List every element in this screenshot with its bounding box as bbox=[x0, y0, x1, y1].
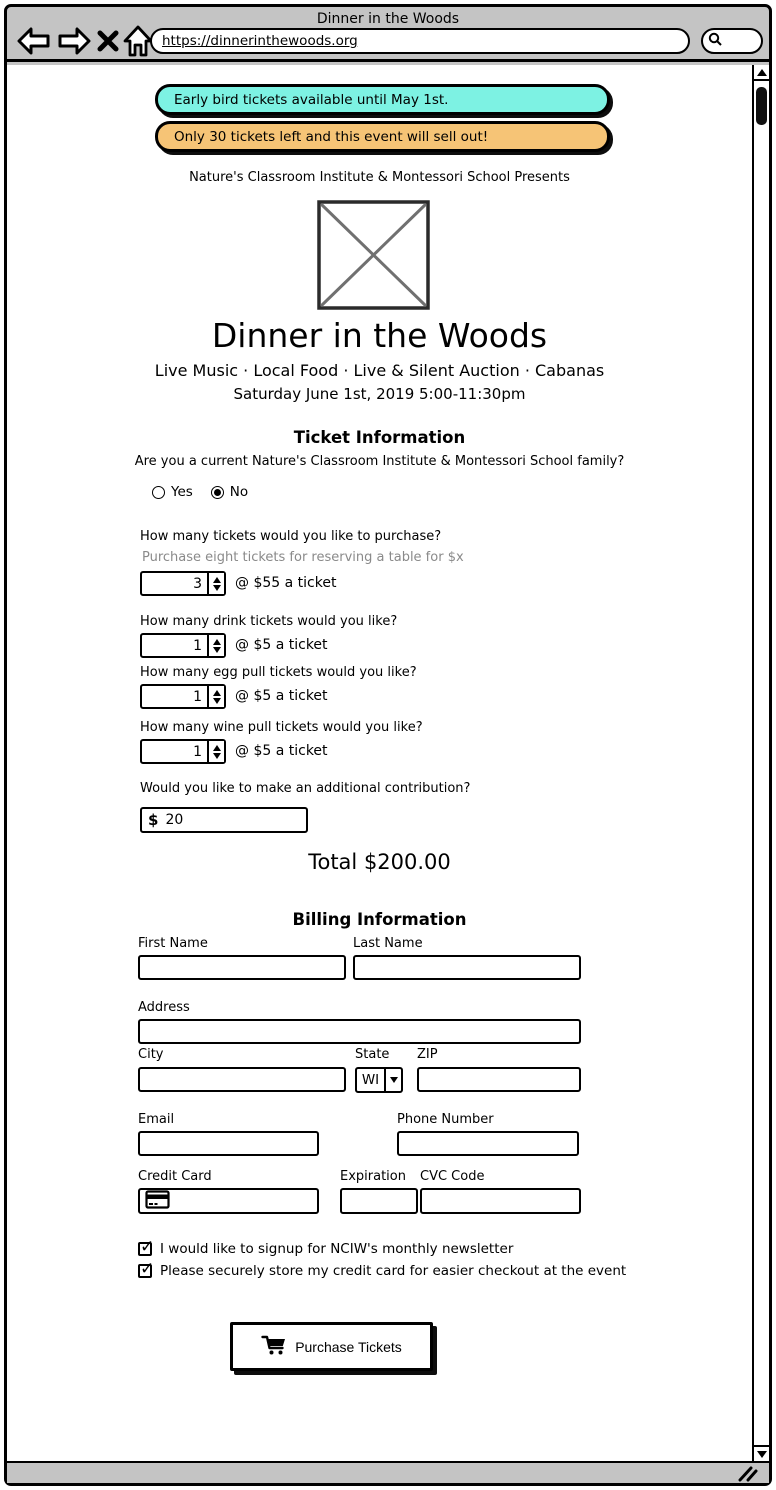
presenter-text: Nature's Classroom Institute & Montessori School Presents bbox=[189, 170, 570, 185]
contribution-field[interactable] bbox=[140, 807, 308, 833]
scroll-down-button[interactable] bbox=[754, 1445, 769, 1461]
wine-stepper-buttons[interactable] bbox=[207, 741, 224, 762]
search-box[interactable] bbox=[701, 28, 763, 54]
newsletter-checkbox-row[interactable] bbox=[138, 1241, 513, 1257]
tickets-stepper-value: 3 bbox=[193, 575, 202, 592]
expiration-label: Expiration bbox=[340, 1169, 406, 1184]
stop-icon[interactable] bbox=[97, 30, 119, 56]
newsletter-checkbox-label: I would like to signup for NCIW's monthly newsletter bbox=[160, 1241, 514, 1257]
chevron-down-icon[interactable] bbox=[384, 1069, 401, 1091]
home-button[interactable] bbox=[123, 25, 153, 61]
email-label: Email bbox=[138, 1112, 175, 1127]
browser-chrome bbox=[7, 7, 769, 62]
radio-yes[interactable] bbox=[152, 484, 193, 500]
drink-question: How many drink tickets would you like? bbox=[140, 614, 398, 629]
drink-stepper-value: 1 bbox=[193, 637, 202, 654]
store-card-checkbox-label: Please securely store my credit card for easier checkout at the event bbox=[160, 1263, 627, 1279]
drink-price: @ $5 a ticket bbox=[235, 637, 328, 653]
egg-stepper-value: 1 bbox=[193, 688, 202, 705]
store-card-checkbox-row[interactable] bbox=[138, 1263, 626, 1279]
window-title: Dinner in the Woods bbox=[316, 11, 460, 27]
cart-icon bbox=[261, 1334, 287, 1359]
contribution-value: 20 bbox=[165, 812, 184, 828]
drink-stepper[interactable] bbox=[140, 633, 226, 658]
banner-tickets-left-text: Only 30 tickets left and this event will sell out! bbox=[174, 128, 489, 145]
cvc-input[interactable] bbox=[420, 1188, 581, 1214]
family-question: Are you a current Nature's Classroom Institute & Montessori School family? bbox=[134, 454, 625, 469]
tickets-stepper[interactable] bbox=[140, 571, 226, 596]
first-name-label: First Name bbox=[138, 936, 208, 951]
newsletter-checkbox[interactable] bbox=[138, 1242, 152, 1256]
total-amount: Total $200.00 bbox=[308, 850, 451, 874]
address-label: Address bbox=[138, 1000, 190, 1015]
radio-no[interactable] bbox=[211, 484, 248, 500]
credit-card-input[interactable] bbox=[138, 1188, 319, 1214]
currency-symbol: $ bbox=[148, 811, 159, 829]
vertical-scrollbar[interactable] bbox=[752, 65, 769, 1461]
egg-question: How many egg pull tickets would you like? bbox=[140, 665, 417, 680]
purchase-tickets-label: Purchase Tickets bbox=[295, 1338, 402, 1355]
radio-no-label: No bbox=[229, 484, 249, 500]
banner-tickets-left bbox=[155, 121, 610, 152]
state-select-value: WI bbox=[361, 1072, 380, 1088]
tickets-stepper-buttons[interactable] bbox=[207, 573, 224, 594]
cvc-label: CVC Code bbox=[420, 1169, 485, 1184]
wine-price: @ $5 a ticket bbox=[235, 743, 328, 759]
zip-input[interactable] bbox=[417, 1067, 581, 1092]
tickets-question: How many tickets would you like to purchase? bbox=[140, 529, 442, 544]
phone-label: Phone Number bbox=[397, 1112, 494, 1127]
event-image-placeholder bbox=[317, 200, 430, 310]
resize-handle-icon[interactable] bbox=[737, 1466, 763, 1486]
purchase-tickets-button[interactable] bbox=[230, 1322, 433, 1371]
scroll-down-icon bbox=[757, 1451, 767, 1458]
state-label: State bbox=[355, 1047, 390, 1062]
banner-early-bird bbox=[155, 84, 610, 115]
egg-stepper[interactable] bbox=[140, 684, 226, 709]
forward-button[interactable] bbox=[57, 26, 91, 60]
egg-price: @ $5 a ticket bbox=[235, 688, 328, 704]
wine-question: How many wine pull tickets would you like? bbox=[140, 720, 423, 735]
url-bar[interactable] bbox=[150, 28, 690, 54]
credit-card-label: Credit Card bbox=[138, 1169, 212, 1184]
last-name-label: Last Name bbox=[353, 936, 423, 951]
radio-yes-circle[interactable] bbox=[152, 486, 165, 499]
banner-early-bird-text: Early bird tickets available until May 1st. bbox=[174, 91, 449, 108]
event-subtitle: Live Music · Local Food · Live & Silent Auction · Cabanas bbox=[154, 361, 605, 380]
ticket-info-heading: Ticket Information bbox=[293, 428, 466, 447]
page-title: Dinner in the Woods bbox=[211, 316, 548, 355]
drink-stepper-buttons[interactable] bbox=[207, 635, 224, 656]
expiration-input[interactable] bbox=[340, 1188, 418, 1214]
address-input[interactable] bbox=[138, 1019, 581, 1044]
url-text: https://dinnerinthewoods.org bbox=[162, 33, 358, 49]
egg-stepper-buttons[interactable] bbox=[207, 686, 224, 707]
contribution-question: Would you like to make an additional contribution? bbox=[140, 781, 471, 796]
email-input[interactable] bbox=[138, 1131, 319, 1156]
store-card-checkbox[interactable] bbox=[138, 1264, 152, 1278]
phone-input[interactable] bbox=[397, 1131, 579, 1156]
back-button[interactable] bbox=[17, 26, 51, 60]
scroll-up-button[interactable] bbox=[754, 65, 769, 81]
wine-stepper[interactable] bbox=[140, 739, 226, 764]
search-icon bbox=[707, 31, 723, 51]
scrollbar-thumb[interactable] bbox=[756, 87, 767, 125]
event-datetime: Saturday June 1st, 2019 5:00-11:30pm bbox=[233, 385, 526, 403]
table-hint: Purchase eight tickets for reserving a table for $x bbox=[142, 550, 464, 565]
window-status-bar bbox=[7, 1461, 769, 1483]
city-input[interactable] bbox=[138, 1067, 346, 1092]
first-name-input[interactable] bbox=[138, 955, 346, 980]
radio-yes-label: Yes bbox=[171, 484, 193, 500]
credit-card-icon bbox=[145, 1190, 170, 1213]
last-name-input[interactable] bbox=[353, 955, 581, 980]
state-select[interactable] bbox=[355, 1067, 403, 1093]
family-radio-group bbox=[152, 484, 248, 500]
browser-window bbox=[4, 4, 772, 1486]
radio-no-circle[interactable] bbox=[211, 486, 224, 499]
city-label: City bbox=[138, 1047, 164, 1062]
billing-heading: Billing Information bbox=[292, 910, 467, 929]
wine-stepper-value: 1 bbox=[193, 743, 202, 760]
scroll-up-icon bbox=[757, 69, 767, 76]
tickets-price: @ $55 a ticket bbox=[235, 575, 337, 591]
zip-label: ZIP bbox=[417, 1047, 438, 1062]
